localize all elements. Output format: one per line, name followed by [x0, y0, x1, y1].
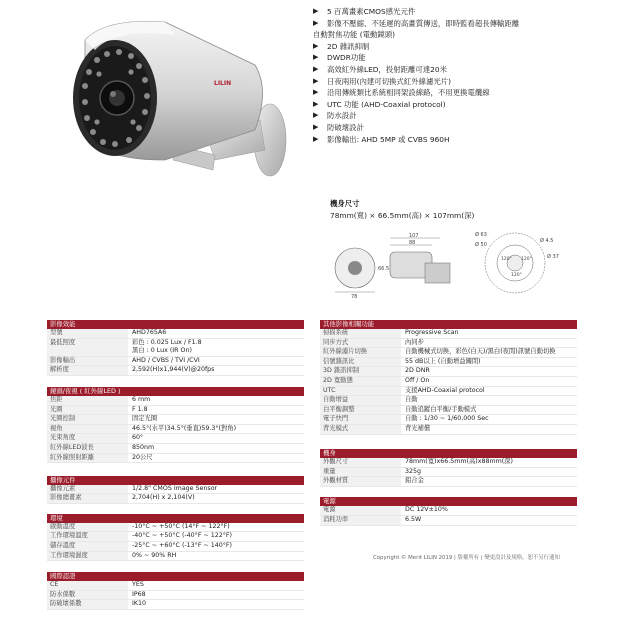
dim-height-label: 66.5 [378, 266, 390, 272]
spec-label: 白平衡調整 [320, 406, 401, 415]
spec-value [128, 425, 304, 434]
spec-label: 影像總畫素 [47, 494, 128, 503]
spec-value [401, 387, 577, 396]
spec-label: 光圈控制 [47, 415, 128, 424]
feature-text: 自動對焦功能 (電動鏡頭) [313, 30, 396, 40]
spec-value-line: 支援AHD-Coaxial protocol [405, 386, 485, 394]
spec-row [320, 348, 577, 358]
feature-text: 影像輸出: AHD 5MP 或 CVBS 960H [327, 134, 450, 144]
spec-value-line: 自動追蹤白平衡/手動模式 [405, 405, 477, 413]
spec-value-line: 78mm(寬)x66.5mm(高)x88mm(深) [405, 458, 513, 466]
spec-label: 工作環境溫度 [47, 532, 128, 541]
spec-label: 自動增益 [320, 396, 401, 405]
spec-value [401, 377, 577, 386]
spec-label: 同步方式 [320, 339, 401, 348]
spec-label: 儲存溫度 [47, 542, 128, 551]
bullet-triangle-icon: ▶ [313, 99, 319, 108]
spec-value-line: 2,704(H) x 2,104(V) [132, 494, 195, 502]
spec-section [47, 572, 304, 610]
spec-row [47, 415, 304, 425]
spec-label: 啟動溫度 [47, 523, 128, 532]
spec-value [401, 406, 577, 415]
spec-value-line: 內同步 [405, 338, 424, 346]
spec-row [320, 329, 577, 339]
spec-value-line: 60° [132, 434, 144, 442]
spec-row [320, 468, 577, 478]
spec-value [128, 357, 304, 366]
feature-item [313, 122, 613, 134]
dim-width-label: 78 [351, 294, 358, 298]
bullet-triangle-icon: ▶ [313, 76, 319, 85]
spec-value-line: 自動 [405, 396, 418, 404]
spec-row [47, 444, 304, 454]
spec-section-title: 其他影像相關功能 [320, 320, 577, 329]
feature-text: DWDR功能 [327, 53, 366, 63]
spec-value [128, 581, 304, 590]
feature-text: 5 百萬畫素CMOS感光元件 [327, 7, 416, 16]
feature-text: 沿用傳統類比系統相同架設線路，不用更換電纜線 [327, 88, 490, 98]
spec-value-line: 自動機械式切換，彩色(白天)/黑白(夜間)訊號自動切換 [405, 348, 556, 356]
spec-section-title: 影像效能 [47, 320, 304, 329]
spec-label: 工作環境濕度 [47, 552, 128, 561]
spec-label: 解析度 [47, 366, 128, 375]
spec-value [128, 406, 304, 415]
spec-value-line: AHD / CVBS / TVI /CVI [132, 356, 200, 364]
spec-row [47, 542, 304, 552]
spec-value [128, 552, 304, 561]
spec-row [47, 339, 304, 357]
spec-value [128, 415, 304, 424]
feature-text: UTC 功能 (AHD-Coaxial protocol) [327, 99, 446, 109]
spec-row [320, 396, 577, 406]
spec-value-line: -25°C ~ +60°C (-13°F ~ 140°F) [132, 542, 232, 550]
spec-section-title: 國際認證 [47, 572, 304, 581]
feature-item [313, 6, 613, 18]
spec-row [320, 516, 577, 526]
spec-value-line: 6.5W [405, 515, 422, 523]
dim-d37-label: Ø 37 [547, 254, 559, 260]
spec-value-line: DC 12V±10% [405, 506, 448, 514]
spec-value [401, 506, 577, 515]
feature-text: 防水設計 [327, 111, 357, 121]
spec-label: 影像輸出 [47, 357, 128, 366]
feature-text: 防破壞設計 [327, 122, 364, 132]
spec-label: 消耗功率 [320, 516, 401, 525]
bullet-triangle-icon: ▶ [313, 88, 319, 97]
spec-value [401, 415, 577, 424]
bullet-triangle-icon: ▶ [313, 134, 319, 143]
spec-value [401, 358, 577, 367]
spec-label: 電源 [320, 506, 401, 515]
spec-label: 3D 雜訊抑制 [320, 367, 401, 376]
spec-section-title: 攝像元件 [47, 476, 304, 485]
spec-section [47, 514, 304, 561]
spec-row [320, 425, 577, 435]
spec-row [47, 485, 304, 495]
feature-item [313, 110, 613, 122]
spec-label: 紅外線照射距離 [47, 454, 128, 463]
spec-label: 光束角度 [47, 434, 128, 443]
feature-text: 高效紅外線LED，投射距離可達20米 [327, 64, 447, 74]
spec-value-line: Progressive Scan [405, 329, 459, 336]
spec-value [401, 396, 577, 405]
spec-value-line: 2D DNR [405, 367, 430, 375]
spec-section [320, 497, 577, 525]
spec-value [401, 425, 577, 434]
feature-item [313, 29, 613, 41]
copyright-text: Copyright © Merit LILIN 2019 | 版權所有 | 變更設計及規格，恕不另行通知 [373, 555, 560, 561]
spec-value [128, 591, 304, 600]
dimension-drawing [325, 228, 615, 298]
bullet-triangle-icon: ▶ [313, 41, 319, 50]
spec-row [47, 357, 304, 367]
spec-value-line: 背光補償 [405, 424, 431, 432]
bullet-triangle-icon: ▶ [313, 53, 319, 62]
spec-section-title: 機身 [320, 449, 577, 458]
spec-row [47, 406, 304, 416]
spec-value-line: 2,592(H)x1,944(V)@20fps [132, 366, 215, 374]
feature-text: 2D 雜訊抑制 [327, 41, 370, 51]
feature-item [313, 87, 613, 99]
feature-text: 日夜兩用(內建可切換式紅外線濾光片) [327, 76, 452, 86]
feature-text: 影像不壓縮、不延遲的高畫質傳送，即時監看超長傳輸距離 [327, 18, 520, 28]
spec-label: UTC [320, 387, 401, 396]
spec-value-line: 黑白 : 0 Lux (IR On) [132, 347, 192, 355]
spec-label: 光圈 [47, 406, 128, 415]
spec-row [47, 581, 304, 591]
feature-item [313, 64, 613, 76]
spec-value-line: -10°C ~ +50°C (14°F ~ 122°F) [132, 522, 230, 530]
spec-value [401, 468, 577, 477]
dim-depth-label: 107 [409, 233, 419, 239]
spec-value-line: 鋁合金 [405, 477, 424, 485]
spec-row [320, 477, 577, 487]
dimensions-title: 機身尺寸 [330, 199, 360, 208]
spec-value-line: 1/2.8" CMOS Image Sensor [132, 484, 218, 492]
spec-value [128, 339, 304, 356]
spec-value-line: YES [132, 581, 144, 589]
spec-label: 防破壞係數 [47, 600, 128, 609]
bullet-triangle-icon: ▶ [313, 7, 319, 15]
spec-row [47, 396, 304, 406]
spec-value-line: 6 mm [132, 396, 151, 403]
spec-value [128, 329, 304, 338]
bullet-triangle-icon: ▶ [313, 64, 319, 73]
spec-value-line: 自動 : 1/30 ~ 1/60,000 Sec [405, 415, 489, 423]
spec-value [128, 454, 304, 463]
spec-label: 視角 [47, 425, 128, 434]
spec-row [47, 600, 304, 610]
spec-row [47, 494, 304, 504]
spec-value [128, 523, 304, 532]
spec-value [128, 396, 304, 405]
spec-value-line: 0% ~ 90% RH [132, 551, 177, 559]
dim-angle-a: 120° [501, 257, 512, 262]
spec-value-line: Off / On [405, 376, 430, 384]
spec-section [47, 387, 304, 463]
feature-list [313, 6, 613, 145]
spec-label: 信號雜訊比 [320, 358, 401, 367]
dim-angle-c: 120° [511, 273, 522, 278]
spec-value [128, 532, 304, 541]
spec-value-line: -40°C ~ +50°C (-40°F ~ 122°F) [132, 532, 232, 540]
spec-row [320, 377, 577, 387]
bullet-triangle-icon: ▶ [313, 111, 319, 120]
spec-value-line: AHD765A6 [132, 329, 167, 336]
spec-row [320, 339, 577, 349]
spec-label: 重量 [320, 468, 401, 477]
spec-value [128, 366, 304, 375]
brand-logo: LILIN [214, 80, 232, 87]
spec-row [320, 506, 577, 516]
spec-value [128, 485, 304, 494]
spec-label: 防水係數 [47, 591, 128, 600]
feature-item [313, 134, 613, 146]
spec-row [47, 434, 304, 444]
spec-label: 攝像元素 [47, 485, 128, 494]
spec-row [47, 552, 304, 562]
spec-row [47, 329, 304, 339]
spec-label: 焦距 [47, 396, 128, 405]
dimensions-text: 78mm(寬) × 66.5mm(高) × 107mm(深) [330, 211, 475, 220]
spec-label: 掃描系統 [320, 329, 401, 338]
spec-row [47, 454, 304, 464]
spec-value [128, 444, 304, 453]
spec-row [47, 591, 304, 601]
feature-item [313, 76, 613, 88]
spec-section-title: 鏡頭/夜視 ( 紅外線LED ) [47, 387, 304, 396]
spec-section [47, 320, 304, 376]
spec-value-line: F 1.8 [132, 405, 148, 413]
spec-value-line: 55 dB以上 (自動增益關閉) [405, 357, 481, 365]
spec-section [320, 449, 577, 487]
spec-value [128, 434, 304, 443]
spec-value-line: 850nm [132, 443, 155, 451]
spec-label: 紅外線LED波長 [47, 444, 128, 453]
spec-value [401, 516, 577, 525]
dim-d63-label: Ø 63 [475, 232, 487, 238]
spec-label: 電子快門 [320, 415, 401, 424]
bullet-triangle-icon: ▶ [313, 18, 319, 27]
dim-d88-label: 88 [409, 240, 416, 246]
dim-d45-label: Ø 4.5 [540, 238, 554, 244]
spec-value-line: 彩色 : 0.025 Lux / F1.8 [132, 338, 202, 346]
spec-row [320, 358, 577, 368]
spec-value-line: IK10 [132, 600, 146, 608]
spec-value [128, 600, 304, 609]
spec-value [401, 329, 577, 338]
spec-label: 最低照度 [47, 339, 128, 356]
spec-label: 2D 寬動態 [320, 377, 401, 386]
camera-illustration [55, 10, 295, 190]
spec-value [401, 348, 577, 357]
spec-row [47, 366, 304, 376]
spec-row [47, 425, 304, 435]
spec-value-line: IP68 [132, 590, 146, 598]
spec-label: 外觀尺寸 [320, 458, 401, 467]
spec-value-line: 325g [405, 467, 422, 475]
spec-label: 紅外線濾片切換 [320, 348, 401, 357]
spec-value-line: 46.5°(水平)34.5°(垂直)59.3°(對角) [132, 424, 237, 432]
spec-label: 外觀材質 [320, 477, 401, 486]
dim-angle-b: 120° [521, 257, 532, 262]
spec-value [401, 367, 577, 376]
feature-item [313, 41, 613, 53]
spec-row [47, 532, 304, 542]
spec-value [128, 494, 304, 503]
bullet-triangle-icon: ▶ [313, 122, 319, 131]
dim-d50-label: Ø 50 [475, 242, 487, 248]
spec-label: 背光模式 [320, 425, 401, 434]
spec-section-title: 電源 [320, 497, 577, 506]
spec-row [320, 367, 577, 377]
feature-item [313, 52, 613, 64]
spec-section-title: 環境 [47, 514, 304, 523]
feature-item [313, 99, 613, 111]
spec-section [320, 320, 577, 435]
spec-row [320, 458, 577, 468]
spec-label: CE [47, 581, 128, 590]
spec-section [47, 476, 304, 504]
spec-value-line: 20公尺 [132, 453, 153, 461]
spec-value [401, 477, 577, 486]
spec-value-line: 固定光圈 [132, 415, 158, 423]
spec-value [128, 542, 304, 551]
spec-value [401, 339, 577, 348]
spec-value [401, 458, 577, 467]
feature-item [313, 18, 613, 30]
spec-row [320, 387, 577, 397]
spec-row [320, 406, 577, 416]
spec-label: 型號 [47, 329, 128, 338]
spec-row [320, 415, 577, 425]
